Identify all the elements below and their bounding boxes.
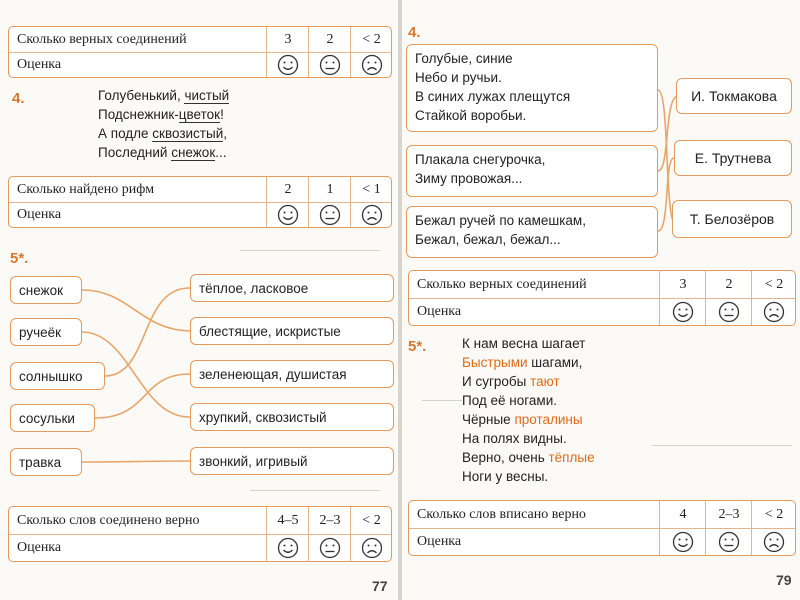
neutral-icon[interactable]: [308, 534, 351, 561]
score-question: Сколько верных соединений: [17, 31, 187, 47]
score-table-words-linked: [8, 506, 392, 562]
score-table-words-inserted: [408, 500, 796, 556]
poem-text: Подснежник-: [98, 107, 179, 122]
page-77: [0, 0, 398, 600]
score-cell: < 2: [350, 27, 392, 52]
sad-icon[interactable]: [350, 52, 392, 77]
poem-line: [98, 88, 229, 103]
poem-line: [98, 107, 224, 122]
rhyme-word: снежок: [171, 145, 216, 160]
smile-icon[interactable]: [266, 52, 309, 77]
poem-text: И сугробы: [462, 374, 531, 389]
neutral-icon[interactable]: [705, 528, 752, 555]
quote-line: Зиму провожая...: [415, 171, 523, 186]
inserted-word: тают: [530, 374, 560, 389]
score-cell: < 1: [350, 177, 392, 202]
score-row-grade: [9, 202, 391, 227]
adjective-box[interactable]: блестящие, искристые: [190, 317, 394, 345]
quote-line: Плакала снегурочка,: [415, 152, 546, 167]
quote-line: Голубые, синие: [415, 51, 513, 66]
connection-line: [95, 374, 190, 418]
poem-text: Под её ногами.: [462, 393, 557, 408]
page-79: [402, 0, 800, 600]
score-row-header: [409, 501, 795, 529]
score-table-correct-links: [8, 26, 392, 78]
poem-line: [462, 450, 595, 465]
poem-line: [462, 431, 567, 446]
score-row-header: [9, 27, 391, 53]
score-cell: 4–5: [266, 507, 309, 534]
grade-label: Оценка: [417, 303, 462, 319]
score-cell: 2: [266, 177, 309, 202]
quote-box[interactable]: [406, 145, 658, 197]
quote-line: Бежал ручей по камешкам,: [415, 213, 586, 228]
score-cell: 2–3: [705, 501, 752, 528]
rhyme-word: сквозистый: [152, 126, 224, 141]
author-box[interactable]: Е. Трутнева: [674, 140, 792, 176]
poem-text: ,: [223, 126, 228, 141]
poem-text: Верно, очень: [462, 450, 549, 465]
neutral-icon[interactable]: [308, 202, 351, 227]
grade-label: Оценка: [417, 533, 462, 549]
score-question: Сколько верных соединений: [417, 276, 587, 292]
inserted-word: Быстрыми: [462, 355, 528, 370]
grade-label: Оценка: [17, 539, 62, 555]
poem-text: К нам весна шагает: [462, 336, 586, 351]
poem-line: [462, 355, 582, 370]
page-number: 77: [372, 578, 388, 594]
score-row-header: [409, 271, 795, 299]
adjective-box[interactable]: звонкий, игривый: [190, 447, 394, 475]
sad-icon[interactable]: [350, 202, 392, 227]
score-row-grade: [9, 52, 391, 77]
quote-box[interactable]: [406, 44, 658, 132]
smile-icon[interactable]: [659, 298, 706, 325]
score-row-grade: [409, 528, 795, 555]
score-cell: 1: [308, 177, 351, 202]
task-number: 5*.: [408, 338, 427, 355]
score-question: Сколько слов соединено верно: [17, 512, 200, 528]
author-box[interactable]: И. Токмакова: [676, 78, 792, 114]
score-cell: < 2: [350, 507, 392, 534]
sad-icon[interactable]: [350, 534, 392, 561]
poem-line: [462, 412, 583, 427]
score-row-header: [9, 507, 391, 535]
score-cell: 4: [659, 501, 706, 528]
score-row-grade: [409, 298, 795, 325]
score-cell: < 2: [751, 501, 796, 528]
noun-box[interactable]: ручеёк: [10, 318, 82, 346]
poem-text: шагами,: [527, 355, 583, 370]
poem-text: Голубенький,: [98, 88, 185, 103]
score-row-grade: [9, 534, 391, 561]
score-question: Сколько найдено рифм: [17, 181, 155, 197]
inserted-word: тёплые: [548, 450, 595, 465]
connection-line: [82, 461, 190, 462]
quote-line: Стайкой воробьи.: [415, 108, 527, 123]
poem-text: !: [220, 107, 224, 122]
rhyme-word: чистый: [184, 88, 230, 103]
score-cell: 2: [308, 27, 351, 52]
adjective-box[interactable]: хрупкий, сквозистый: [190, 403, 394, 431]
score-row-header: [9, 177, 391, 203]
rhyme-word: цветок: [178, 107, 221, 122]
sad-icon[interactable]: [751, 298, 796, 325]
poem-text: А подле: [98, 126, 153, 141]
poem-line: [462, 336, 585, 351]
smile-icon[interactable]: [659, 528, 706, 555]
bleed-through-line: [240, 250, 380, 251]
noun-box[interactable]: травка: [10, 448, 82, 476]
poem-text: Последний: [98, 145, 172, 160]
author-box[interactable]: Т. Белозёров: [672, 200, 792, 238]
poem-text: На полях видны.: [462, 431, 567, 446]
adjective-box[interactable]: зеленеющая, душистая: [190, 360, 394, 388]
neutral-icon[interactable]: [308, 52, 351, 77]
poem-line: [462, 374, 560, 389]
grade-label: Оценка: [17, 206, 62, 222]
score-cell: 3: [659, 271, 706, 298]
score-cell: 2: [705, 271, 752, 298]
quote-line: Бежал, бежал, бежал...: [415, 232, 561, 247]
connection-line: [82, 290, 190, 331]
quote-line: Небо и ручьи.: [415, 70, 502, 85]
poem-text: Чёрные: [462, 412, 515, 427]
page-number: 79: [776, 572, 792, 588]
task-number: 5*.: [10, 250, 29, 267]
poem-text: ...: [215, 145, 227, 160]
score-table-rhymes: [8, 176, 392, 228]
noun-box[interactable]: сосульки: [10, 404, 95, 432]
noun-box[interactable]: снежок: [10, 276, 82, 304]
bleed-through-line: [652, 445, 792, 446]
poem-line: [98, 145, 227, 160]
poem-text: Ноги у весны.: [462, 469, 549, 484]
neutral-icon[interactable]: [705, 298, 752, 325]
task-number: 4.: [408, 24, 421, 41]
poem-line: [98, 126, 227, 141]
quote-box[interactable]: [406, 206, 658, 258]
smile-icon[interactable]: [266, 534, 309, 561]
bleed-through-line: [422, 400, 462, 401]
sad-icon[interactable]: [751, 528, 796, 555]
smile-icon[interactable]: [266, 202, 309, 227]
connection-line: [105, 288, 190, 376]
score-cell: 3: [266, 27, 309, 52]
quote-line: В синих лужах плещутся: [415, 89, 571, 104]
poem-line: [462, 469, 548, 484]
grade-label: Оценка: [17, 56, 62, 72]
bleed-through-line: [250, 490, 380, 491]
inserted-word: проталины: [514, 412, 583, 427]
task-number: 4.: [12, 90, 25, 107]
noun-box[interactable]: солнышко: [10, 362, 105, 390]
score-table-correct-links: [408, 270, 796, 326]
score-question: Сколько слов вписано верно: [417, 506, 586, 522]
score-cell: < 2: [751, 271, 796, 298]
poem-line: [462, 393, 557, 408]
score-cell: 2–3: [308, 507, 351, 534]
adjective-box[interactable]: тёплое, ласковое: [190, 274, 394, 302]
